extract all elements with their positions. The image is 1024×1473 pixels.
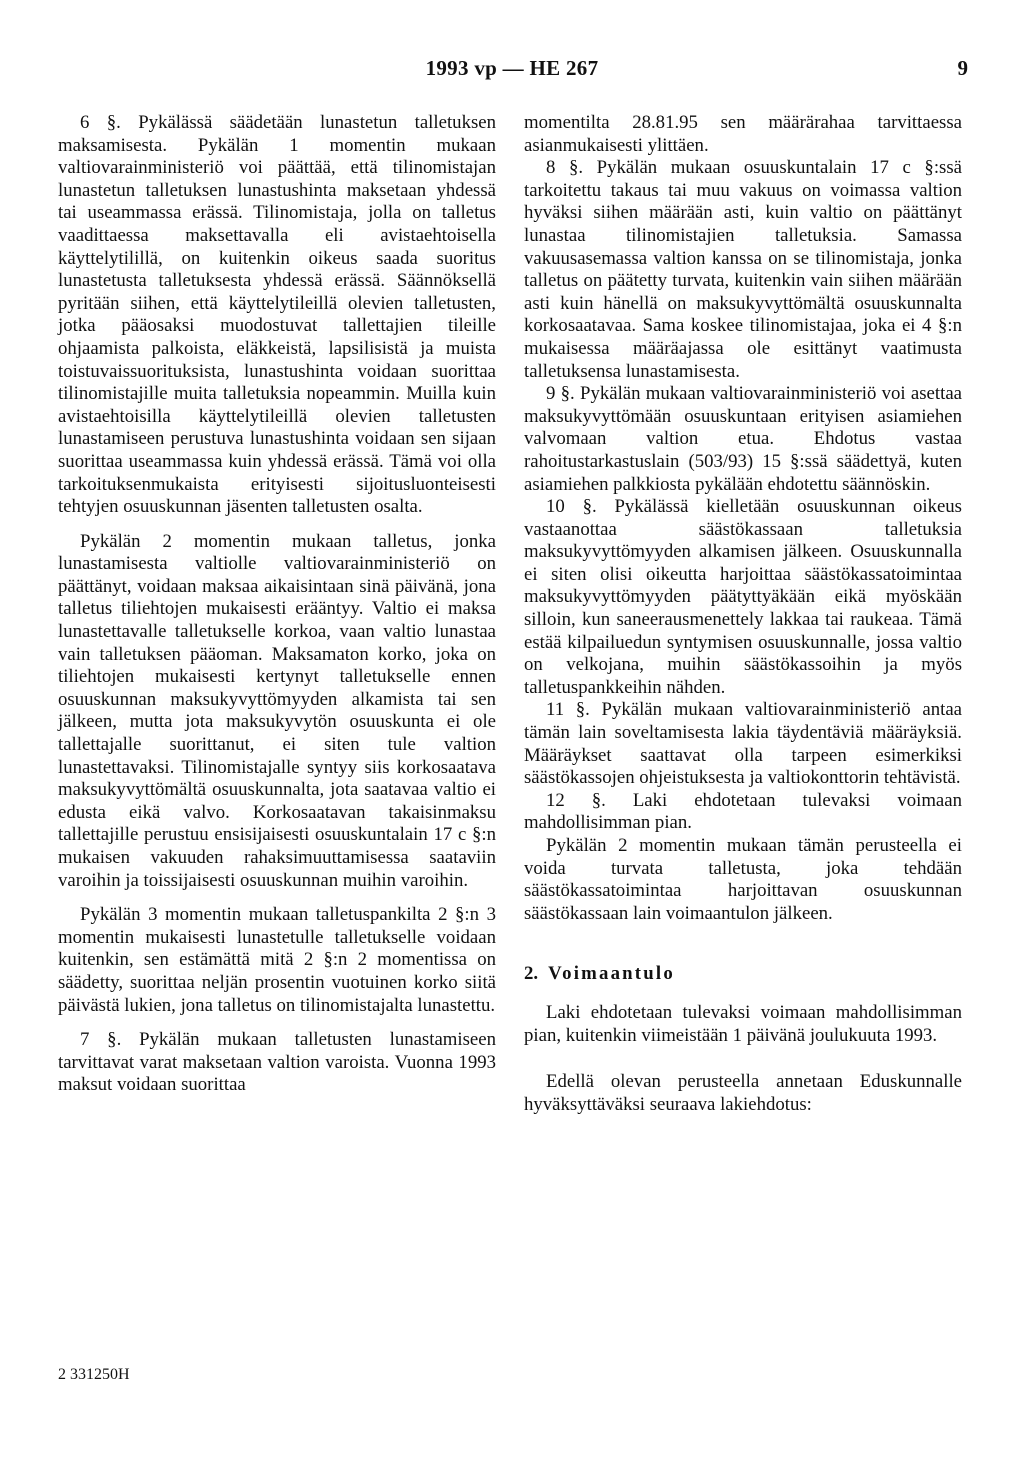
paragraph-section-9: 9 §. Pykälän mukaan valtiovarainministeriö voi asettaa maksukyvyttömään osuuskuntaan erityisen asiamiehen valvomaan valtion etua. Ehdotus vastaa rahoitustarkastuslain (503/93) 15 §:ssä säädettyä, kuten asiamiehen palkkiosta pykälään ehdotettu säännöskin. <box>524 383 962 495</box>
document-title: 1993 vp — HE 267 <box>425 56 599 80</box>
section-heading-number: 2. <box>524 963 539 985</box>
paragraph-section-10: 10 §. Pykälässä kielletään osuuskunnan oikeus vastaanottaa säästökassaan talletuksia maksukyvyttömyyden alkamisen jälkeen. Osuuskunnalla ei siten olisi oikeutta harjoittaa säästökassatoimintaa maksukyvyttömyyden päätyttyäkään eikä myöskään silloin, kun saneerausmenettely lakkaa tai raukeaa. Tämä estää kilpailuedun syntymisen osuuskunnalle, jossa valtio on velkojana, muihin säästökassoihin ja myös talletuspankkeihin nähden. <box>524 496 962 698</box>
paragraph-section-12: 12 §. Laki ehdotetaan tulevaksi voimaan mahdollisimman pian. <box>524 789 962 834</box>
paragraph-section-7: 7 §. Pykälän mukaan talletusten lunastamiseen tarvittavat varat maksetaan valtion varoista. Vuonna 1993 maksut voidaan suorittaa <box>58 1029 496 1096</box>
print-code: 2 331250H <box>58 1366 130 1383</box>
paragraph-section-12-moment-2: Pykälän 2 momentin mukaan tämän perusteella ei voida turvata talletusta, joka tehdään säästökassatoimintaa harjoittavan osuuskunnan säästökassaan lain voimaantulon jälkeen. <box>524 835 962 924</box>
page-number: 9 <box>957 56 968 80</box>
paragraph-closing: Edellä olevan perusteella annetaan Eduskunnalle hyväksyttäväksi seuraava lakiehdotus: <box>524 1071 962 1115</box>
right-column <box>524 112 962 1116</box>
paragraph-continuation: momentilta 28.81.95 sen määrärahaa tarvittaessa asianmukaisesti ylittäen. <box>524 112 962 156</box>
paragraph-section-11: 11 §. Pykälän mukaan valtiovarainministeriö antaa tämän lain soveltamisesta lakia täydentäviä määräyksiä. Määräykset saattavat olla tarpeen esimerkiksi säästökassojen ohjeistuksesta ja valtiokonttorin tehtävistä. <box>524 699 962 789</box>
paragraph-section-6-moment-3: Pykälän 3 momentin mukaan talletuspankilta 2 §:n 3 momentin mukaisesti lunastetulle talletukselle voidaan kuitenkin, sen estämättä mitä 2 §:n 2 momentissa on säädetty, suorittaa neljän prosentin vuotuinen korko siitä päivästä lukien, jona talletus on tilinomistajalta lunastettu. <box>58 904 496 1016</box>
section-heading-text: Voimaantulo <box>548 963 675 985</box>
paragraph-section-6-moment-2: Pykälän 2 momentin mukaan talletus, jonka lunastamisesta valtiolle valtiovarainministeriö on päättänyt, voidaan maksaa aikaisintaan sinä päivänä, jona talletus tiliehtojen mukaisesti erääntyy. Valtio ei maksa lunastettavalle talletukselle korkoa, vaan valtio lunastaa vain talletuksen pääoman. Maksamaton korko, joka on tiliehtojen mukaisesti kertynyt talletukselle ennen osuuskunnan maksukyvyttömyyden alkamista tai sen jälkeen, mutta jota maksukyvytön osuuskunta ei ole tallettajalle suorittanut, ei siten tule valtion lunastettavaksi. Tilinomistajalle syntyy siis korkosaatava maksukyvyttömältä osuuskunnalta, jota saatavaa valtio ei edusta eikä valvo. Korkosaatavan takaisinmaksu tallettajille perustuu ensisijaisesti osuuskuntalain 17 c §:n mukaisen vakuuden rahaksimuuttamisessa saataviin varoihin ja toissijaisesti osuuskunnan muihin varoihin. <box>58 530 496 891</box>
left-column <box>58 112 496 1097</box>
paragraph-section-6: 6 §. Pykälässä säädetään lunastetun talletuksen maksamisesta. Pykälän 1 momentin mukaan valtiovarainministeriö voi päättää, että tilinomistajan lunastetun talletuksen lunastushinta maksetaan yhdessä tai useammassa erässä. Tilinomistaja, jolla on talletus vaadittaessa maksettavalla eli avistaehtoisella käyttelytilillä, on kuitenkin oikeus saada suoritus lunastetusta talletuksesta yhdessä erässä. Säännöksellä pyritään siihen, että käyttelytileillä olevien talletusten, jotka pääosaksi muodostuvat tallettajien tileille ohjaamista palkoista, eläkkeistä, lapsilisistä ja muista toistuvaissuorituksista, lunastushinta voidaan suorittaa tilinomistajille muita talletuksia nopeammin. Muilla kuin avistaehtoisilla käyttelytileillä olevien talletusten lunastamiseen perustuva lunastushinta voidaan sen sijaan suorittaa useammassa kuin yhdessä erässä. Tämä voi olla tarkoituksenmukaista erityisesti sijoitusluonteisesti tehtyjen osuuskunnan jäsenten talletusten osalta. <box>58 112 496 518</box>
paragraph-entry-into-force: Laki ehdotetaan tulevaksi voimaan mahdollisimman pian, kuitenkin viimeistään 1 päivänä joulukuuta 1993. <box>524 1001 962 1046</box>
paragraph-section-8: 8 §. Pykälän mukaan osuuskuntalain 17 c §:ssä tarkoitettu takaus tai muu vakuus on voimassa valtion hyväksi siihen määrään asti, kuin valtio on päättänyt lunastaa tilinomistajien talletuksia. Samassa vakuusasemassa valtion kanssa on se tilinomistaja, jonka talletus on päätetty turvata, kuitenkin vain siihen määrään asti kuin hänellä on maksukyvyttömältä osuuskunnalta korkosaatavaa. Sama koskee tilinomistajaa, joka ei 4 §:n mukaisessa määräajassa ole esittänyt vaatimusta talletuksensa lunastamisesta. <box>524 157 962 382</box>
page-header <box>0 48 1024 88</box>
section-heading <box>524 963 962 986</box>
